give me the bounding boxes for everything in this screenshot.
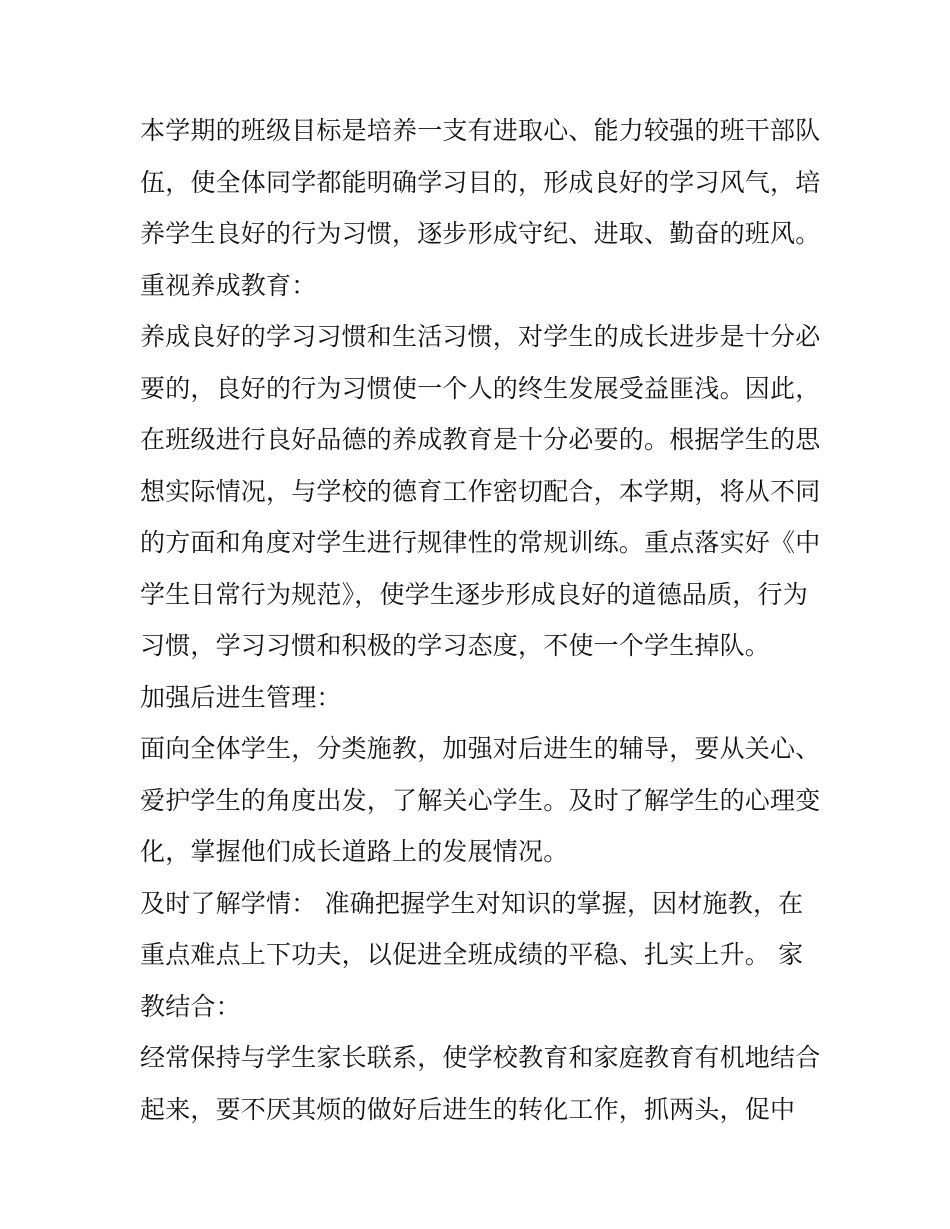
text-line: 化，掌握他们成长道路上的发展情况。	[140, 837, 569, 866]
section-heading: 重视养成教育：	[140, 270, 317, 300]
text-line: 习惯，学习习惯和积极的学习态度，不使一个学生掉队。	[140, 631, 771, 660]
text-line: 的方面和角度对学生进行规律性的常规训练。重点落实好《中	[140, 528, 821, 557]
text-line: 本学期的班级目标是培养一支有进取心、能力较强的班干部队	[140, 116, 821, 145]
text-line: 经常保持与学生家长联系，使学校教育和家庭教育有机地结合	[140, 1043, 821, 1072]
text-line: 在班级进行良好品德的养成教育是十分必要的。根据学生的思	[140, 425, 821, 454]
text-line: 爱护学生的角度出发，了解关心学生。及时了解学生的心理变	[140, 785, 821, 815]
text-line: 面向全体学生，分类施教，加强对后进生的辅导，要从关心、	[140, 734, 821, 763]
text-line: 学生日常行为规范》，使学生逐步形成良好的道德品质，行为	[140, 579, 808, 609]
document-body	[140, 105, 830, 1135]
text-line: 养成良好的学习习惯和生活习惯，对学生的成长进步是十分必	[140, 322, 821, 351]
section-heading: 加强后进生管理：	[140, 682, 342, 712]
text-line: 要的，良好的行为习惯使一个人的终生发展受益匪浅。因此，	[140, 373, 821, 403]
text-line: 起来，要不厌其烦的做好后进生的转化工作，抓两头，促中	[140, 1094, 796, 1124]
text-line: 养学生良好的行为习惯，逐步形成守纪、进取、勤奋的班风。	[140, 219, 821, 248]
text-line: 伍，使全体同学都能明确学习目的，形成良好的学习风气，培	[140, 167, 821, 197]
text-line: 重点难点上下功夫，以促进全班成绩的平稳、扎实上升。 家	[140, 940, 804, 969]
text-line: 及时了解学情： 准确把握学生对知识的掌握，因材施教，在	[140, 888, 804, 918]
text-line: 想实际情况，与学校的德育工作密切配合，本学期，将从不同	[140, 476, 821, 506]
section-heading: 教结合：	[140, 991, 241, 1021]
